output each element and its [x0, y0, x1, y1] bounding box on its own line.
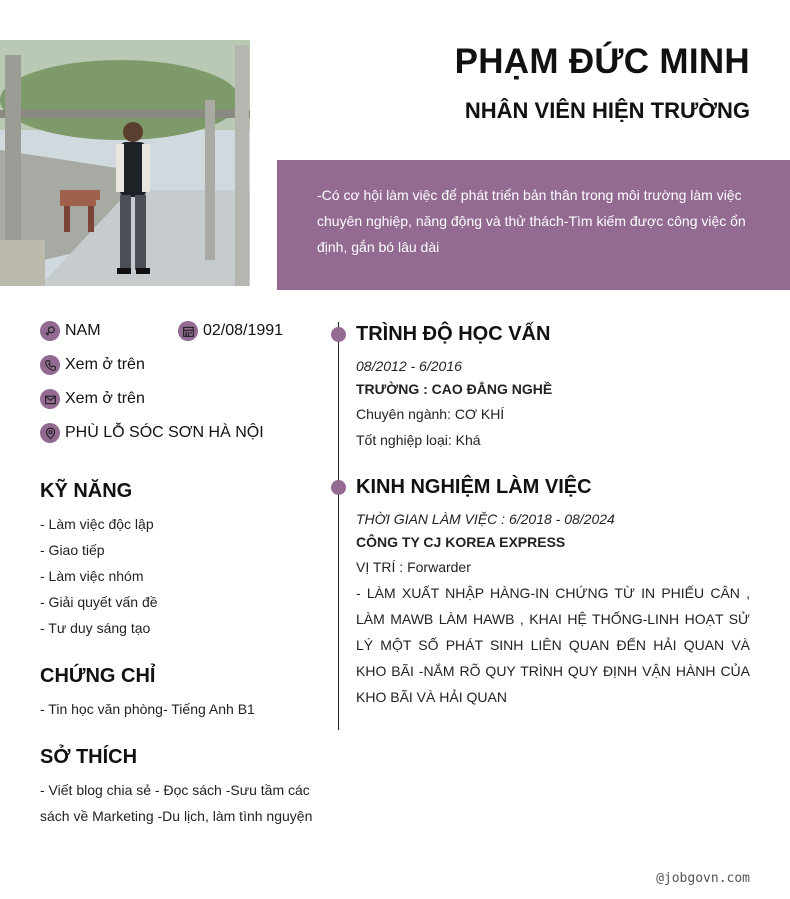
gender-icon [40, 321, 60, 341]
address-row [40, 423, 264, 443]
hobbies-text [40, 777, 312, 829]
email-value[interactable]: Xem ở trên [65, 390, 145, 407]
profile-photo [0, 40, 250, 286]
gender-value: NAM [65, 322, 101, 339]
timeline-line [338, 322, 339, 730]
skill-item: - Giao tiếp [40, 542, 105, 558]
experience-company: CÔNG TY CJ KOREA EXPRESS [356, 534, 566, 550]
experience-dot [331, 480, 346, 495]
experience-description: - LÀM XUẤT NHẬP HÀNG-IN CHỨNG TỪ IN PHIẾU CÂN , LÀM MAWB LÀM HAWB , KHAI HỆ THỐNG-LINH HOẠT SỬ LÝ MỘT SỐ PHÁT SINH LIÊN QUAN ĐẾN HẢI QUAN VÀ KHO BÃI -NẮM RÕ QUY TRÌNH QUY ĐỊNH VẬN HÀNH CỦA KHO BÃI VÀ HẢI QUAN [356, 585, 750, 705]
education-grade: Tốt nghiệp loại: Khá [356, 432, 481, 448]
job-title: NHÂN VIÊN HIỆN TRƯỜNG [464, 98, 750, 123]
education-heading: TRÌNH ĐỘ HỌC VẤN [356, 323, 551, 345]
watermark: @jobgovn.com [656, 871, 750, 886]
candidate-name: PHẠM ĐỨC MINH [454, 42, 750, 81]
mail-icon [40, 389, 60, 409]
education-major: Chuyên ngành: CƠ KHÍ [356, 406, 505, 422]
experience-heading: KINH NGHIỆM LÀM VIỆC [356, 476, 592, 498]
birthdate-row [178, 321, 283, 341]
certificates-text: - Tin học văn phòng- Tiếng Anh B1 [40, 701, 255, 717]
skill-item: - Giải quyết vấn đề [40, 594, 158, 610]
calendar-icon [178, 321, 198, 341]
hobbies-heading: SỞ THÍCH [40, 746, 138, 768]
skill-item: - Làm việc độc lập [40, 516, 154, 532]
education-dot [331, 327, 346, 342]
skill-item: - Làm việc nhóm [40, 568, 144, 584]
birthdate-value: 02/08/1991 [203, 322, 284, 339]
experience-period: THỜI GIAN LÀM VIỆC : 6/2018 - 08/2024 [356, 511, 615, 527]
phone-row [40, 355, 145, 375]
hobbies-line: - Viết blog chia sẻ - Đọc sách -Sưu tầm các [40, 782, 310, 798]
career-objective: -Có cơ hội làm việc để phát triển bản thân trong môi trường làm việc chuyên nghiệp, năng động và thử thách-Tìm kiếm được công việc ổn định, gắn bó lâu dài [277, 160, 790, 290]
phone-icon [40, 355, 60, 375]
skill-item: - Tư duy sáng tạo [40, 620, 151, 636]
skills-list [40, 511, 158, 641]
profile-photo-image [0, 40, 250, 286]
phone-value[interactable]: Xem ở trên [65, 356, 145, 373]
location-pin-icon [40, 423, 60, 443]
education-school: TRƯỜNG : CAO ĐẲNG NGHỀ [356, 381, 553, 397]
email-row [40, 389, 145, 409]
experience-position: VỊ TRÍ : Forwarder [356, 559, 471, 575]
skills-heading: KỸ NĂNG [40, 480, 133, 502]
hobbies-line: sách về Marketing -Du lịch, làm tình nguyện [40, 808, 313, 824]
certificates-heading: CHỨNG CHỈ [40, 665, 156, 687]
gender-row [40, 321, 101, 341]
address-value: PHÙ LỖ SÓC SƠN HÀ NỘI [65, 424, 264, 441]
education-period: 08/2012 - 6/2016 [356, 358, 462, 374]
